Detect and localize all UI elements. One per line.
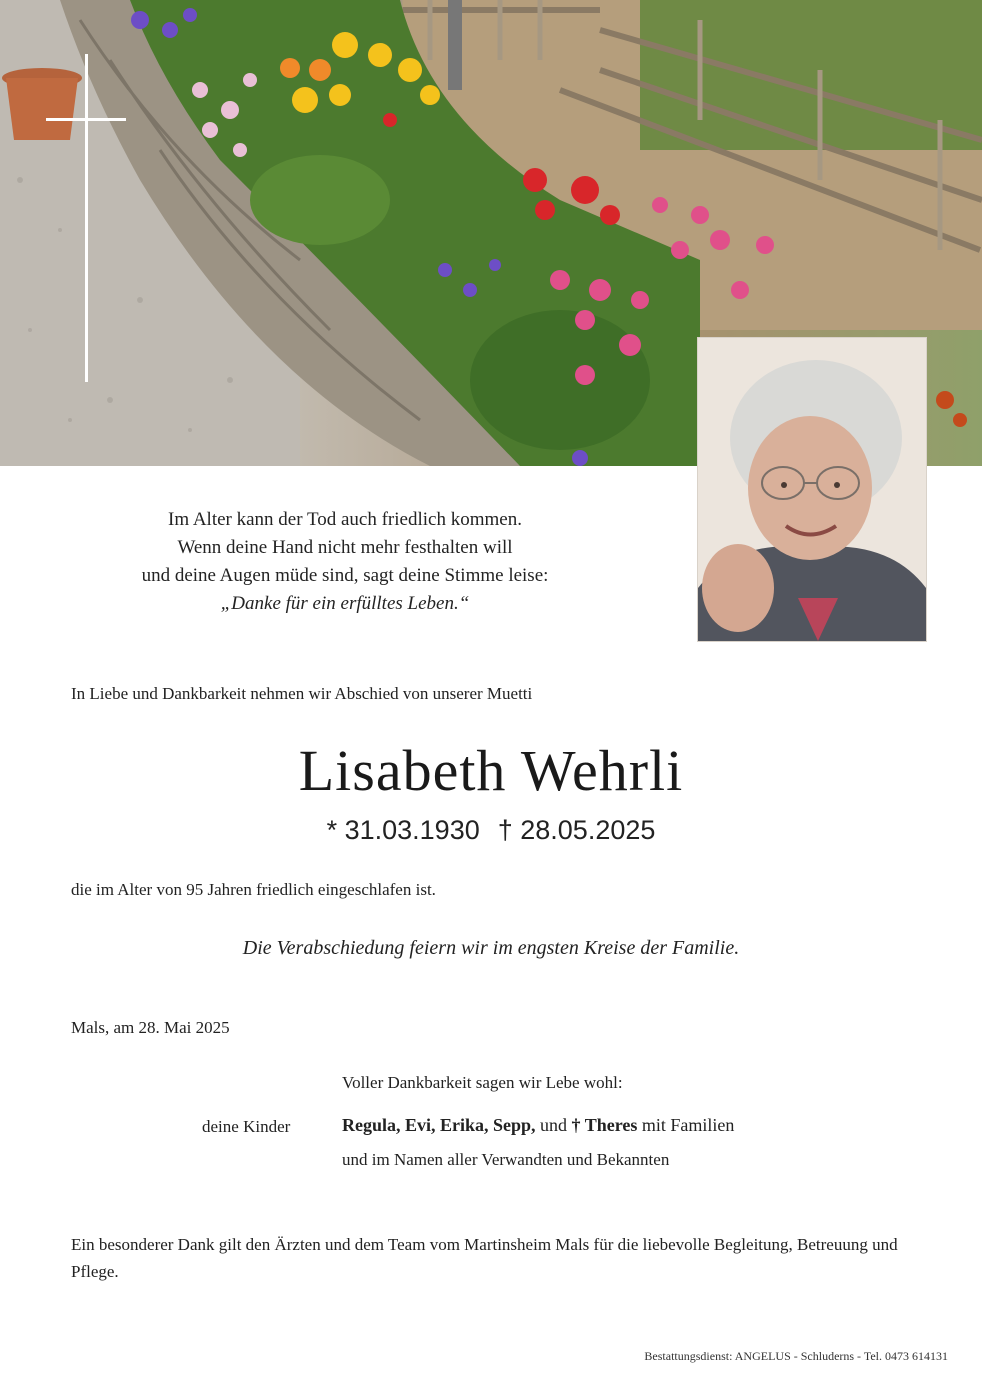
age-text: die im Alter von 95 Jahren friedlich eingeschlafen ist. xyxy=(71,880,436,899)
children-names-line xyxy=(342,1115,734,1136)
poem xyxy=(110,506,580,618)
conjunction: und xyxy=(540,1115,568,1135)
portrait-illustration xyxy=(698,338,926,641)
thanks-line: Voller Dankbarkeit sagen wir Lebe wohl: xyxy=(342,1073,623,1092)
gratitude-text: Ein besonderer Dank gilt den Ärzten und dem Team vom Martinsheim Mals für die liebevolle Begleitung, Betreuung und Pflege. xyxy=(71,1235,898,1281)
poem-line-3: und deine Augen müde sind, sagt deine Stimme leise: xyxy=(141,565,549,586)
poem-quote: „Danke für ein erfülltes Leben.“ xyxy=(220,593,470,614)
cross-icon-vertical xyxy=(85,54,88,382)
deceased-name: Lisabeth Wehrli xyxy=(298,738,684,803)
deceased-child: † Theres xyxy=(571,1115,638,1135)
cross-icon-horizontal xyxy=(46,118,126,121)
family-suffix: mit Familien xyxy=(641,1115,735,1135)
life-dates xyxy=(0,815,982,846)
funeral-service-footer: Bestattungsdienst: ANGELUS - Schluderns - Tel. 0473 614131 xyxy=(644,1349,948,1363)
place-date: Mals, am 28. Mai 2025 xyxy=(71,1018,230,1037)
children-label: deine Kinder xyxy=(202,1117,291,1136)
farewell-text: Die Verabschiedung feiern wir im engsten Kreise der Familie. xyxy=(242,937,740,959)
death-date: † 28.05.2025 xyxy=(497,815,656,845)
poem-line-2: Wenn deine Hand nicht mehr festhalten will xyxy=(177,537,513,558)
relatives-line: und im Namen aller Verwandten und Bekannten xyxy=(342,1150,670,1169)
birth-date: * 31.03.1930 xyxy=(326,815,480,845)
intro-text: In Liebe und Dankbarkeit nehmen wir Abschied von unserer Muetti xyxy=(71,684,533,703)
portrait-photo xyxy=(698,338,926,641)
children-names: Regula, Evi, Erika, Sepp, xyxy=(342,1115,536,1135)
poem-line-1: Im Alter kann der Tod auch friedlich kommen. xyxy=(168,509,522,530)
